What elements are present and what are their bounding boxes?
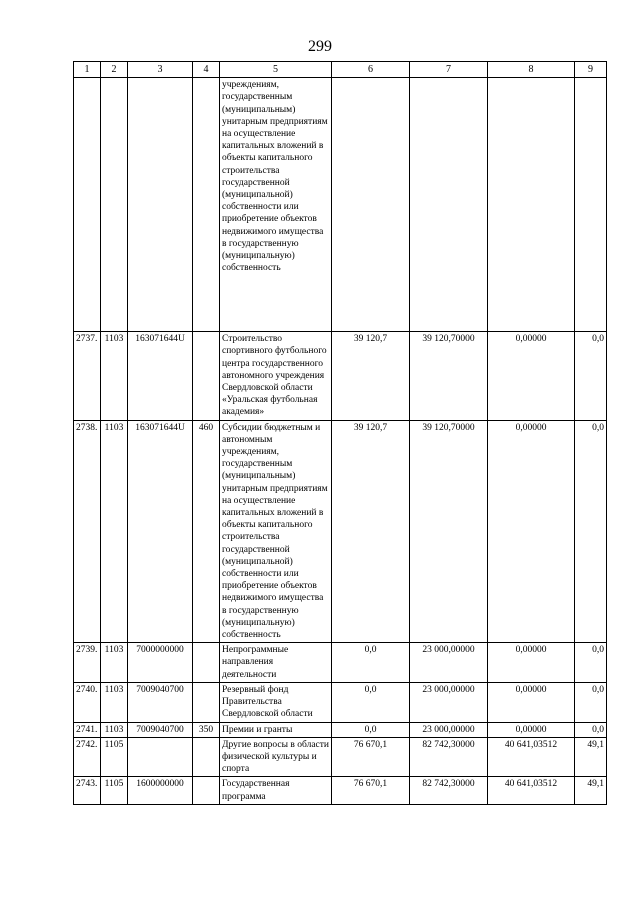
header-cell-2: 2 (101, 62, 128, 78)
cell-c9: 0,0 (575, 332, 607, 420)
cell-c7: 23 000,00000 (410, 682, 488, 722)
cell-c7: 23 000,00000 (410, 643, 488, 683)
table-row (74, 737, 607, 777)
cell-c6: 76 670,1 (332, 737, 410, 777)
cell-n: 2738. (74, 420, 101, 643)
cell-target: 7009040700 (128, 722, 193, 737)
cell-c9: 0,0 (575, 722, 607, 737)
cell-target: 7000000000 (128, 643, 193, 683)
cell-c6: 39 120,7 (332, 332, 410, 420)
table-row (74, 332, 607, 420)
table-row (74, 682, 607, 722)
cell-section: 1103 (101, 420, 128, 643)
cell-c8: 0,00000 (488, 332, 575, 420)
cell-c8: 40 641,03512 (488, 777, 575, 804)
cell-target: 163071644U (128, 420, 193, 643)
cell-section: 1103 (101, 332, 128, 420)
cell-c6: 76 670,1 (332, 777, 410, 804)
cell-target: 7009040700 (128, 682, 193, 722)
cell-c8: 0,00000 (488, 420, 575, 643)
cell-name: Строительство спортивного футбольного центра государственного автономного учреждения Свердловской области «Уральская футбольная академия» (220, 332, 332, 420)
cell-n: 2743. (74, 777, 101, 804)
cell-c7: 23 000,00000 (410, 722, 488, 737)
cell-c6: 0,0 (332, 643, 410, 683)
cell-name: Субсидии бюджетным и автономным учреждениям, государственным (муниципальным) унитарным предприятиям на осуществление капитальных вложений в объекты капитального строительства государственной (муниципальной) собственности или приобретение объектов недвижимого имущества в государственную (муниципальную) собственность (220, 420, 332, 643)
cell-vid (193, 332, 220, 420)
cell-vid (193, 643, 220, 683)
cell-vid (193, 737, 220, 777)
cell-target (128, 737, 193, 777)
table-row (74, 777, 607, 804)
cell-c6: 0,0 (332, 722, 410, 737)
cell-target: 1600000000 (128, 777, 193, 804)
cell-section: 1105 (101, 777, 128, 804)
cell-c8: 0,00000 (488, 682, 575, 722)
cell-c8: 40 641,03512 (488, 737, 575, 777)
cell-c9: 49,1 (575, 737, 607, 777)
cell-c6 (332, 78, 410, 332)
table-row (74, 420, 607, 643)
cell-vid (193, 682, 220, 722)
header-cell-3: 3 (128, 62, 193, 78)
cell-c8 (488, 78, 575, 332)
cell-name: Резервный фонд Правительства Свердловской области (220, 682, 332, 722)
cell-c7: 82 742,30000 (410, 777, 488, 804)
header-cell-8: 8 (488, 62, 575, 78)
cell-c8: 0,00000 (488, 722, 575, 737)
cell-section: 1103 (101, 682, 128, 722)
header-row (74, 62, 607, 78)
budget-table (73, 61, 607, 805)
cell-n (74, 78, 101, 332)
cell-section: 1103 (101, 722, 128, 737)
header-cell-6: 6 (332, 62, 410, 78)
table-row (74, 722, 607, 737)
cell-n: 2740. (74, 682, 101, 722)
cell-target: 163071644U (128, 332, 193, 420)
header-cell-9: 9 (575, 62, 607, 78)
page-number: 299 (308, 38, 332, 55)
cell-vid (193, 777, 220, 804)
cell-vid: 350 (193, 722, 220, 737)
header-cell-5: 5 (220, 62, 332, 78)
cell-c7: 39 120,70000 (410, 420, 488, 643)
cell-n: 2742. (74, 737, 101, 777)
cell-n: 2741. (74, 722, 101, 737)
cell-c9: 0,0 (575, 643, 607, 683)
cell-c7: 82 742,30000 (410, 737, 488, 777)
cell-name: учреждениям, государственным (муниципальным) унитарным предприятиям на осуществление капитальных вложений в объекты капитального строительства государственной (муниципальной) собственности или приобретение объектов недвижимого имущества в государственную (муниципальную) собственность (220, 78, 332, 332)
cell-name: Непрограммные направления деятельности (220, 643, 332, 683)
cell-c8: 0,00000 (488, 643, 575, 683)
cell-c9 (575, 78, 607, 332)
cell-c6: 0,0 (332, 682, 410, 722)
cell-vid: 460 (193, 420, 220, 643)
cell-c7 (410, 78, 488, 332)
cell-name: Премии и гранты (220, 722, 332, 737)
header-cell-4: 4 (193, 62, 220, 78)
table-row (74, 643, 607, 683)
header-cell-7: 7 (410, 62, 488, 78)
cell-n: 2737. (74, 332, 101, 420)
cell-n: 2739. (74, 643, 101, 683)
cell-c6: 39 120,7 (332, 420, 410, 643)
cell-name: Другие вопросы в области физической культуры и спорта (220, 737, 332, 777)
cell-section: 1103 (101, 643, 128, 683)
cell-c9: 49,1 (575, 777, 607, 804)
cell-section: 1105 (101, 737, 128, 777)
cell-c7: 39 120,70000 (410, 332, 488, 420)
cell-section (101, 78, 128, 332)
cell-c9: 0,0 (575, 420, 607, 643)
header-cell-1: 1 (74, 62, 101, 78)
continuation-row (74, 78, 607, 332)
cell-vid (193, 78, 220, 332)
cell-c9: 0,0 (575, 682, 607, 722)
cell-name: Государственная программа (220, 777, 332, 804)
cell-target (128, 78, 193, 332)
